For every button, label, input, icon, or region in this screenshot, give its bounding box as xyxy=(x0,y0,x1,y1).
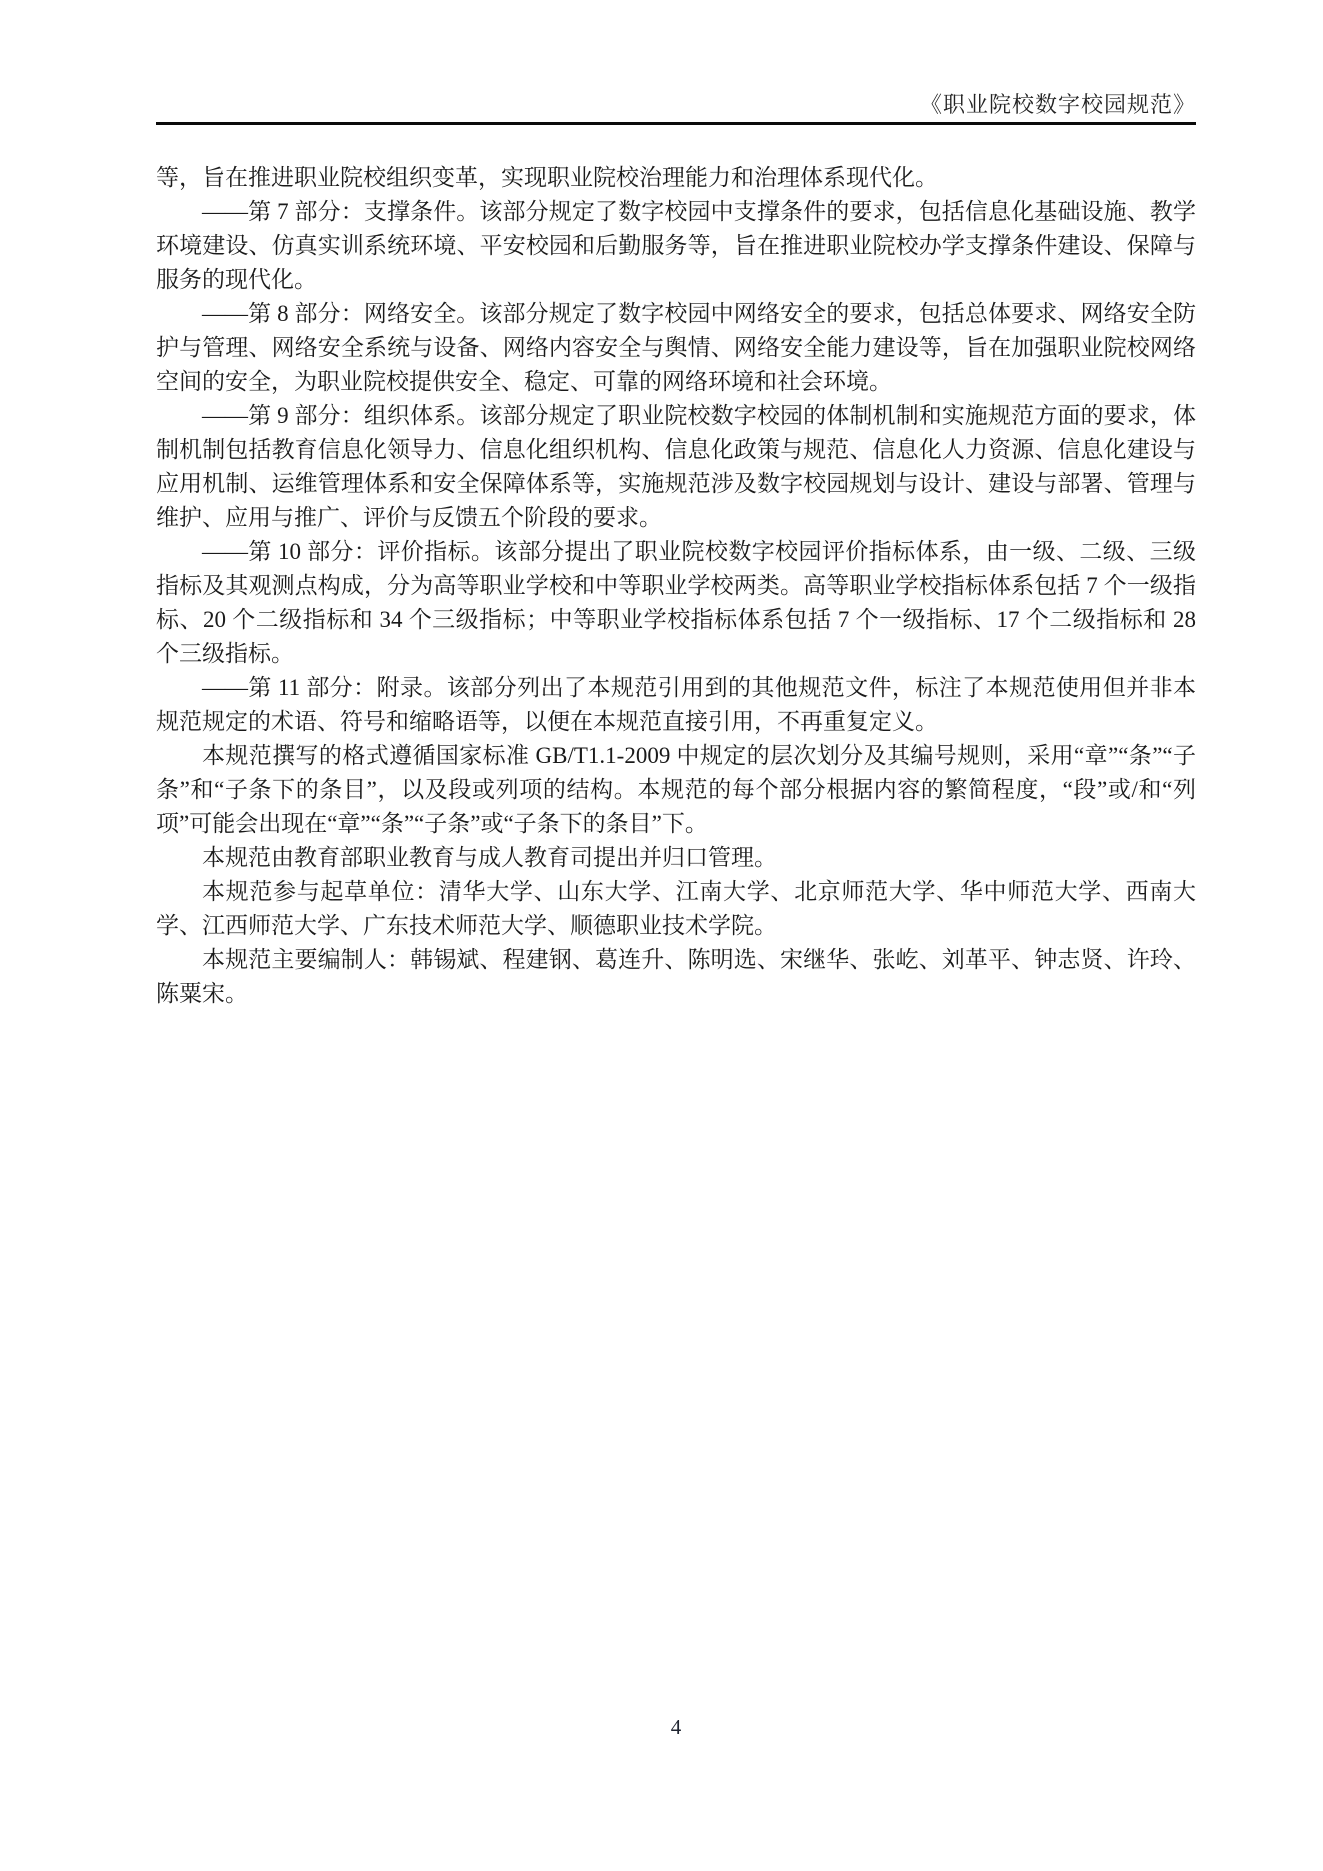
paragraph-continuation: 等，旨在推进职业院校组织变革，实现职业院校治理能力和治理体系现代化。 xyxy=(156,165,938,190)
header-rule xyxy=(156,122,1196,125)
paragraph-part-8: ——第 8 部分：网络安全。该部分规定了数字校园中网络安全的要求，包括总体要求、网络安全防护与管理、网络安全系统与设备、网络内容安全与舆情、网络安全能力建设等，旨在加强职业院校网络空间的安全，为职业院校提供安全、稳定、可靠的网络环境和社会环境。 xyxy=(156,301,1196,394)
paragraph-part-9: ——第 9 部分：组织体系。该部分规定了职业院校数字校园的体制机制和实施规范方面的要求，体制机制包括教育信息化领导力、信息化组织机构、信息化政策与规范、信息化人力资源、信息化建设与应用机制、运维管理体系和安全保障体系等，实施规范涉及数字校园规划与设计、建设与部署、管理与维护、应用与推广、评价与反馈五个阶段的要求。 xyxy=(156,403,1196,530)
header-title: 《职业院校数字校园规范》 xyxy=(919,92,1196,117)
paragraph-chief-editors: 本规范主要编制人：韩锡斌、程建钢、葛连升、陈明选、宋继华、张屹、刘革平、钟志贤、许玲、陈粟宋。 xyxy=(156,947,1196,1006)
document-body xyxy=(156,161,1196,1011)
page-number: 4 xyxy=(670,1715,682,1739)
page-header xyxy=(156,92,1196,125)
page-footer xyxy=(156,1714,1196,1740)
paragraph-part-10: ——第 10 部分：评价指标。该部分提出了职业院校数字校园评价指标体系，由一级、二级、三级指标及其观测点构成，分为高等职业学校和中等职业学校两类。高等职业学校指标体系包括 7 个一级指标、20 个二级指标和 34 个三级指标；中等职业学校指标体系包括 7 个一级指标、17 个二级指标和 28 个三级指标。 xyxy=(156,539,1196,666)
paragraph-issuing-authority: 本规范由教育部职业教育与成人教育司提出并归口管理。 xyxy=(202,845,777,870)
paragraph-format-rules: 本规范撰写的格式遵循国家标准 GB/T1.1-2009 中规定的层次划分及其编号规则，采用“章”“条”“子条”和“子条下的条目”，以及段或列项的结构。本规范的每个部分根据内容的繁简程度，“段”或/和“列项”可能会出现在“章”“条”“子条”或“子条下的条目”下。 xyxy=(156,743,1196,836)
paragraph-drafting-organizations: 本规范参与起草单位：清华大学、山东大学、江南大学、北京师范大学、华中师范大学、西南大学、江西师范大学、广东技术师范大学、顺德职业技术学院。 xyxy=(156,879,1196,938)
paragraph-part-7: ——第 7 部分：支撑条件。该部分规定了数字校园中支撑条件的要求，包括信息化基础设施、教学环境建设、仿真实训系统环境、平安校园和后勤服务等，旨在推进职业院校办学支撑条件建设、保障与服务的现代化。 xyxy=(156,199,1196,292)
paragraph-part-11: ——第 11 部分：附录。该部分列出了本规范引用到的其他规范文件，标注了本规范使用但并非本规范规定的术语、符号和缩略语等，以便在本规范直接引用，不再重复定义。 xyxy=(156,675,1196,734)
